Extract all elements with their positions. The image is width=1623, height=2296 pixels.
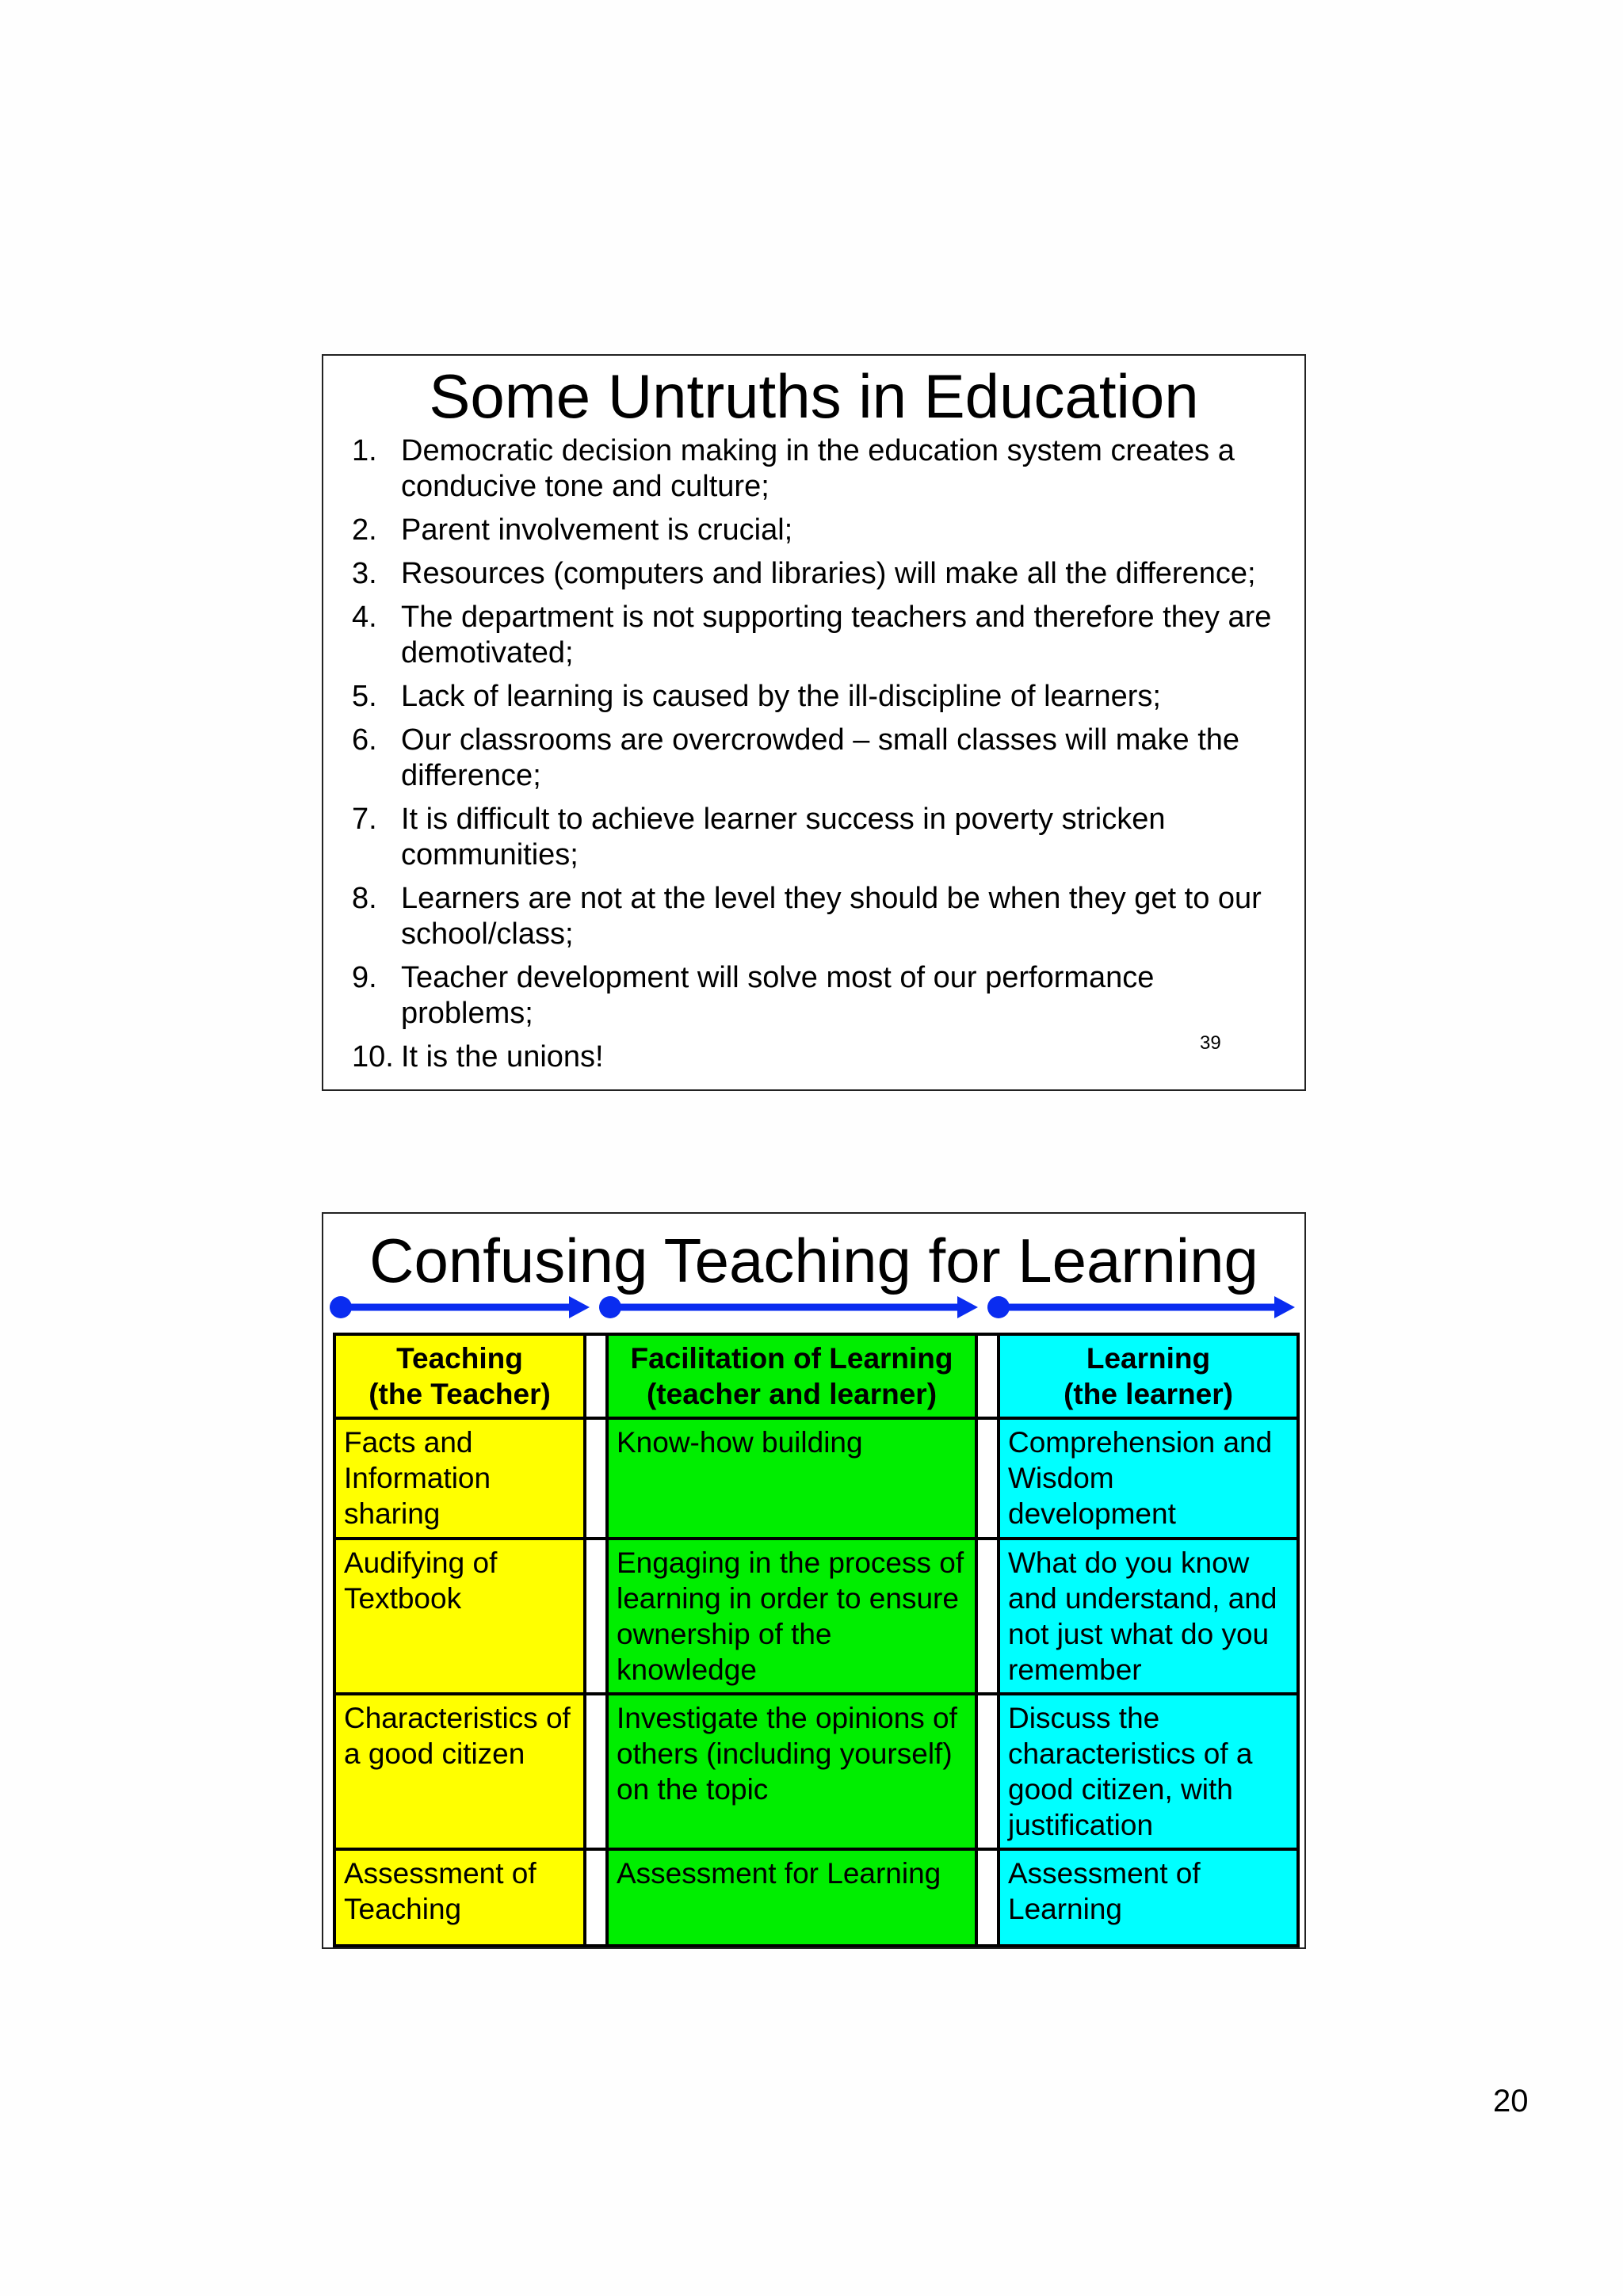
item-number: 2. [352,513,377,547]
item-number: 7. [352,803,377,836]
cell-facilitation: Assessment for Learning [607,1849,976,1946]
item-text: Teacher development will solve most of our performance problems; [401,961,1155,1030]
column-gap [976,1334,999,1418]
list-item [352,513,1287,548]
cell-teaching: Facts and Information sharing [334,1418,585,1539]
table-row [334,1539,1298,1694]
item-number: 8. [352,882,377,915]
list-item [352,679,1287,715]
cell-teaching: Characteristics of a good citizen [334,1694,585,1849]
item-number: 5. [352,680,377,713]
item-text: It is the unions! [401,1040,604,1074]
column-gap [585,1849,607,1946]
item-text: The department is not supporting teachers and therefore they are demotivated; [401,601,1272,669]
cell-learning: Comprehension and Wisdom development [999,1418,1298,1539]
list-item [352,960,1287,1032]
list-item [352,723,1287,794]
item-text: Resources (computers and libraries) will make all the difference; [401,557,1256,590]
item-number: 9. [352,961,377,994]
item-text: Lack of learning is caused by the ill-discipline of learners; [401,680,1161,713]
table-row [334,1694,1298,1849]
slide-untruths [322,354,1306,1091]
cell-facilitation: Know-how building [607,1418,976,1539]
item-number: 6. [352,723,377,757]
column-gap [976,1694,999,1849]
cell-teaching: Audifying of Textbook [334,1539,585,1694]
item-number: 4. [352,601,377,634]
item-text: Parent involvement is crucial; [401,513,793,547]
item-number: 10. [352,1040,394,1074]
list-item [352,802,1287,873]
list-item [352,1039,1287,1075]
column-gap [976,1539,999,1694]
item-text: It is difficult to achieve learner success in poverty stricken communities; [401,803,1166,871]
list-item [352,881,1287,952]
arrow-facilitation [599,1296,978,1318]
list-item [352,433,1287,505]
list-item [352,556,1287,592]
item-number: 1. [352,434,377,467]
column-gap [585,1694,607,1849]
cell-learning: What do you know and understand, and not just what do you remember [999,1539,1298,1694]
table-header-row [334,1334,1298,1418]
arrow-teaching [330,1296,590,1318]
cell-learning: Discuss the characteristics of a good citizen, with justification [999,1694,1298,1849]
item-text: Learners are not at the level they should be when they get to our school/class; [401,882,1262,951]
column-gap [585,1418,607,1539]
arrow-learning [987,1296,1295,1318]
item-text: Our classrooms are overcrowded – small classes will make the difference; [401,723,1240,792]
untruths-list [352,433,1287,1083]
comparison-table [333,1333,1300,1947]
cell-facilitation: Engaging in the process of learning in order to ensure ownership of the knowledge [607,1539,976,1694]
header-facilitation: Facilitation of Learning (teacher and learner) [607,1334,976,1418]
cell-facilitation: Investigate the opinions of others (including yourself) on the topic [607,1694,976,1849]
column-gap [976,1849,999,1946]
header-teaching: Teaching (the Teacher) [334,1334,585,1418]
column-gap [976,1418,999,1539]
slide-number: 39 [1200,1032,1221,1054]
list-item [352,600,1287,671]
progression-arrows [323,1214,1308,1333]
header-learning: Learning (the learner) [999,1334,1298,1418]
slide-confusing-teaching [322,1212,1306,1949]
column-gap [585,1334,607,1418]
item-number: 3. [352,557,377,590]
cell-teaching: Assessment of Teaching [334,1849,585,1946]
table-row [334,1418,1298,1539]
slide-title: Confusing Teaching for Learning [369,1226,1258,1295]
column-gap [585,1539,607,1694]
slide-title: Some Untruths in Education [429,361,1199,431]
table-row [334,1849,1298,1946]
page-number: 20 [1493,2084,1529,2119]
item-text: Democratic decision making in the education system creates a conducive tone and culture; [401,434,1235,503]
cell-learning: Assessment of Learning [999,1849,1298,1946]
